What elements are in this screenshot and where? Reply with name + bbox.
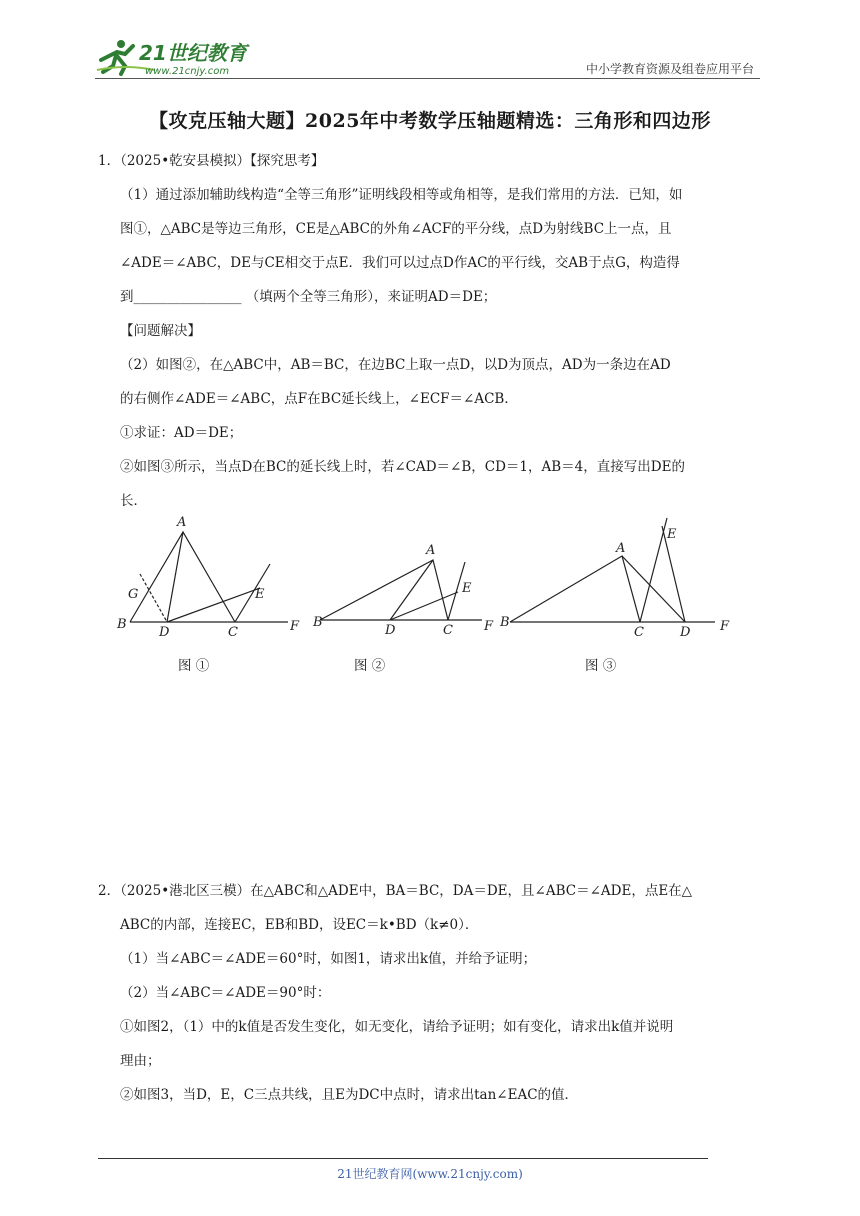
fig3-label: A (616, 541, 626, 556)
logo-graphic (95, 36, 265, 78)
page-header (95, 28, 760, 80)
site-logo (95, 36, 265, 82)
fig3-label: C (634, 625, 644, 640)
q1-section-label: 【问题解决】 (120, 323, 201, 339)
q1-text-line: 图①，△ABC是等边三角形，CE是△ABC的外角∠ACF的平分线，点D为射线BC上一点，且 (120, 221, 672, 237)
q1-text-line: 的右侧作∠ADE＝∠ABC，点F在BC延长线上，∠ECF＝∠ACB． (120, 391, 518, 407)
fig3-label: E (667, 527, 677, 542)
fig1-label: C (228, 625, 238, 640)
header-platform-text: 中小学教育资源及组卷应用平台 (585, 62, 754, 76)
q2-text-line: （1）当∠ABC＝∠ADE＝60°时，如图1，请求出k值，并给予证明； (120, 951, 537, 967)
fig3-label: B (500, 615, 510, 630)
q1-text-line: ①求证：AD＝DE； (120, 425, 243, 441)
logo-url: www.21cnjy.com (145, 66, 230, 77)
q1-figures (110, 512, 750, 642)
q1-heading: 1．（2025•乾安县模拟）【探究思考】 (98, 153, 325, 169)
fig1-label: B (117, 617, 127, 632)
fig1-segment-ce (235, 564, 270, 622)
fig1-caption: 图 ① (178, 658, 210, 674)
fig3-triangle (510, 556, 640, 622)
q2-text-line: （2）当∠ABC＝∠ADE＝90°时： (120, 985, 331, 1001)
fig2-label: E (462, 581, 472, 596)
page-title: 【攻克压轴大题】2025年中考数学压轴题精选：三角形和四边形 (149, 110, 711, 132)
fig2-label: F (484, 619, 494, 634)
fig1-label: D (159, 625, 170, 640)
q1-text-line: （2）如图②，在△ABC中，AB＝BC，在边BC上取一点D，以D为顶点，AD为一条边在AD (120, 357, 671, 373)
q2-text-line: ABC的内部，连接EC，EB和BD，设EC＝k•BD（k≠0）． (120, 917, 479, 933)
fig2-triangle (320, 560, 448, 620)
fig2-label: C (443, 623, 453, 638)
footer-link[interactable]: 21世纪教育网(www.21cnjy.com) (337, 1167, 523, 1181)
fig2-label: A (426, 543, 436, 558)
logo-text: 21世纪教育 (139, 41, 247, 65)
fig2-label: B (313, 615, 323, 630)
q2-text-line: 理由； (120, 1053, 161, 1069)
fig2-caption: 图 ② (354, 658, 386, 674)
header-divider (95, 78, 760, 79)
fig2-label: D (385, 623, 396, 638)
fig3-segment-ce (640, 518, 667, 622)
fig1-triangle (130, 532, 235, 622)
fig1-label: E (255, 587, 265, 602)
fig1-segment-de (167, 588, 260, 622)
q2-text-line: ①如图2，（1）中的k值是否发生变化，如无变化，请给予证明；如有变化，请求出k值并说明 (120, 1019, 674, 1035)
fig1-label: A (177, 515, 187, 530)
footer-divider (98, 1158, 708, 1159)
q1-text-line: ②如图③所示，当点D在BC的延长线上时，若∠CAD＝∠B，CD＝1，AB＝4，直接写出DE的 (120, 459, 685, 475)
q1-text-line: 长． (120, 493, 147, 509)
q2-heading: 2．（2025•港北区三模）在△ABC和△ADE中，BA＝BC，DA＝DE，且∠ABC＝∠ADE，点E在△ (98, 883, 693, 899)
q1-text-line: 到________________ （填两个全等三角形），来证明AD＝DE； (120, 289, 497, 305)
fig1-label: G (128, 587, 139, 602)
q2-text-line: ②如图3，当D，E，C三点共线，且E为DC中点时，请求出tan∠EAC的值． (120, 1087, 579, 1103)
fig3-label: F (720, 619, 730, 634)
fig3-caption: 图 ③ (585, 658, 617, 674)
q1-text-line: ∠ADE＝∠ABC，DE与CE相交于点E．我们可以过点D作AC的平行线，交AB于点G，构造得 (120, 255, 680, 271)
q1-text-line: （1）通过添加辅助线构造“全等三角形”证明线段相等或角相等，是我们常用的方法．已知，如 (120, 187, 683, 203)
fig1-label: F (290, 619, 300, 634)
fig3-label: D (680, 625, 691, 640)
